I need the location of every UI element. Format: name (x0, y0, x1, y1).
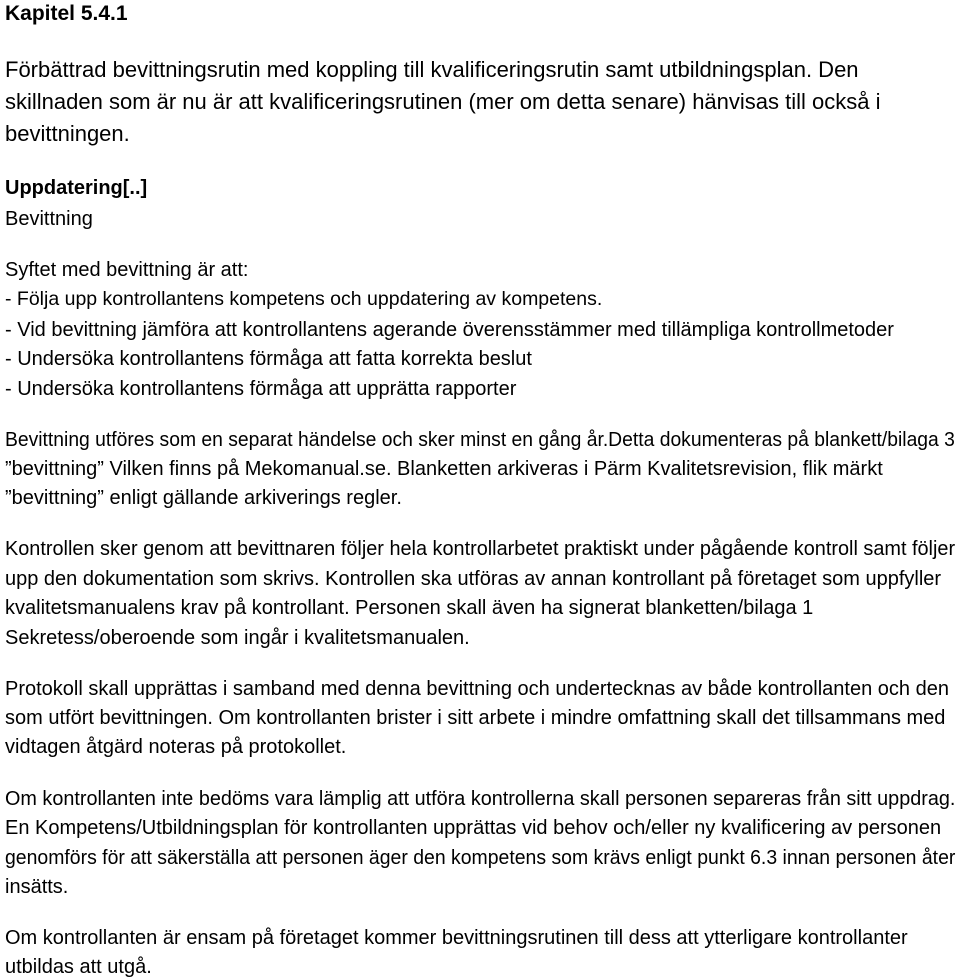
paragraph-line: ”bevittning” Vilken finns på Mekomanual.se. Blanketten arkiveras i Pärm Kvalitetsrevision, flik märkt (5, 458, 883, 480)
paragraph-line: kvalitetsmanualens krav på kontrollant. Personen skall även ha signerat blanketten/bilaga 1 (5, 597, 814, 619)
paragraph-line: Kontrollen sker genom att bevittnaren följer hela kontrollarbetet praktiskt under pågående kontroll samt följer (5, 538, 956, 560)
intro-line: skillnaden som är nu är att kvalificeringsrutinen (mer om detta senare) hänvisas till också i (5, 89, 881, 114)
chapter-heading: Kapitel 5.4.1 (5, 2, 128, 25)
paragraph-line: Sekretess/oberoende som ingår i kvalitetsmanualen. (5, 627, 470, 649)
paragraph-line: upp den dokumentation som skrivs. Kontrollen ska utföras av annan kontrollant på företaget som uppfyller (5, 568, 942, 590)
paragraph-line: ”bevittning” enligt gällande arkiverings regler. (5, 487, 402, 509)
paragraph-line: genomförs för att säkerställa att personen äger den kompetens som krävs enligt punkt 6.3 innan personen åter (5, 847, 956, 869)
paragraph-line: Om kontrollanten inte bedöms vara lämplig att utföra kontrollerna skall personen separeras från sitt uppdrag. (5, 788, 956, 810)
paragraph-line: Protokoll skall upprättas i samband med denna bevittning och undertecknas av både kontrollanten och den (5, 678, 949, 700)
paragraph-line: insätts. (5, 876, 69, 898)
purpose-item: - Följa upp kontrollantens kompetens och uppdatering av kompetens. (5, 288, 603, 310)
paragraph-line: Bevittning utföres som en separat händelse och sker minst en gång år.Detta dokumenteras på blankett/bilaga 3 (5, 429, 955, 451)
purpose-item: - Undersöka kontrollantens förmåga att upprätta rapporter (5, 378, 517, 400)
intro-line: Förbättrad bevittningsrutin med koppling till kvalificeringsrutin samt utbildningsplan. Den (5, 57, 859, 82)
paragraph-line: utbildas att utgå. (5, 956, 152, 978)
purpose-intro: Syftet med bevittning är att: (5, 259, 249, 281)
update-label: Uppdatering[..] (5, 177, 148, 199)
section-title: Bevittning (5, 208, 93, 230)
intro-line: bevittningen. (5, 121, 130, 146)
paragraph-line: som utfört bevittningen. Om kontrollanten brister i sitt arbete i mindre omfattning skall det tillsammans med (5, 707, 946, 729)
purpose-item: - Vid bevittning jämföra att kontrollantens agerande överensstämmer med tillämpliga kontrollmetoder (5, 319, 894, 341)
paragraph-line: En Kompetens/Utbildningsplan för kontrollanten upprättas vid behov och/eller ny kvalificering av personen (5, 817, 942, 839)
purpose-item: - Undersöka kontrollantens förmåga att fatta korrekta beslut (5, 348, 532, 370)
paragraph-line: vidtagen åtgärd noteras på protokollet. (5, 736, 347, 758)
paragraph-line: Om kontrollanten är ensam på företaget kommer bevittningsrutinen till dess att ytterligare kontrollanter (5, 927, 908, 949)
